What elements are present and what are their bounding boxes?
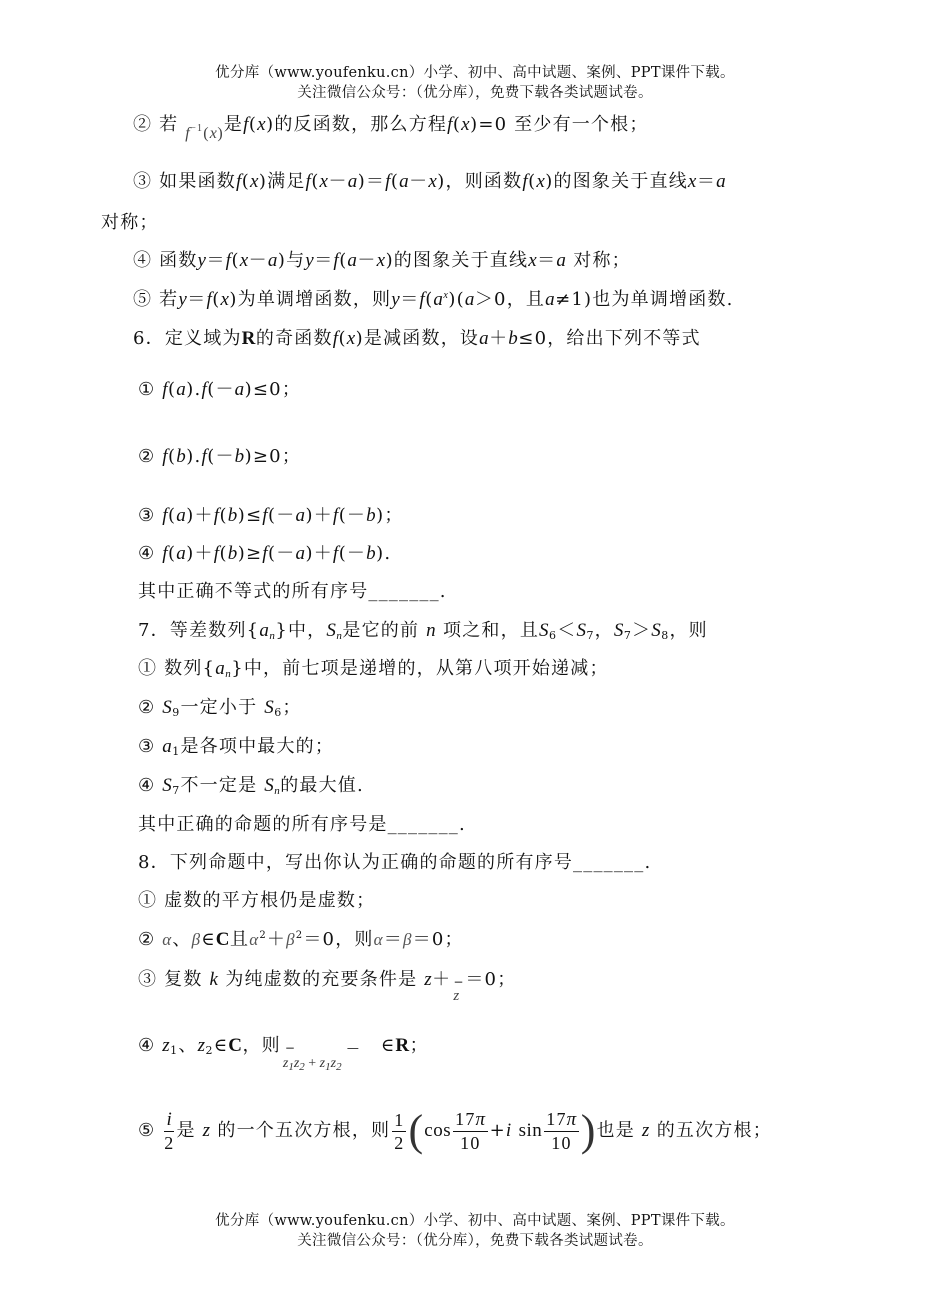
header-line-2: 关注微信公众号：（优分库），免费下载各类试题试卷。 — [297, 85, 653, 101]
q7-ask: 其中正确的命题的所有序号是_______. — [138, 814, 466, 835]
q6-item-4: ④ f(a)＋f(b)≥f(－a)＋f(－b). — [138, 543, 392, 564]
q8-item-2: ② α、β∈C且$\alpha^2+\beta^2=0$，则α＝β＝0； — [138, 929, 464, 950]
q8-item-5: ⑤ $\frac{i}{2}$ 是 z 的一个五次方根，则 $\frac{1}{2}$ (cos $\frac{17\pi}{10}$ +i sin $\frac{17\pi}{10}$ )也是 z 的五次方根； — [138, 1106, 772, 1155]
q8-item-4: ④ $z_1$、$z_2\in C$，则 − — $z_1z_2 + z_1z_2$ ∈R； — [138, 1035, 429, 1073]
footer-line-1: 优分库（www.youfenku.cn）小学、初中、高中试题、案例、PPT课件下载。 — [215, 1213, 735, 1229]
q7-item-3: ③ $a_1$是各项中最大的； — [138, 736, 335, 758]
q7-item-4: ④ $S_7$不一定是 $S_n$的最大值. — [138, 775, 364, 797]
q5-item-5: ⑤ 若y＝f(x)为单调增函数，则$y=f(a^x)(a>0$，且a≠1)也为单调增函数. — [133, 289, 734, 310]
q5-item-2: ② 若 $f^{-1}(x)$是f(x)的反函数，那么方程f(x)=0 至少有一个根； — [133, 114, 649, 142]
q7-stem: 7．等差数列$\{a_n\}$中，$S_n$是它的前 n 项之和，且$S_6<S_7$，$S_7>S_8$，则 — [138, 620, 708, 642]
q7-item-1: ① 数列$\{a_n\}$中，前七项是递增的，从第八项开始递减； — [138, 658, 609, 680]
header-line-1: 优分库（www.youfenku.cn）小学、初中、高中试题、案例、PPT课件下载。 — [215, 65, 735, 81]
q8-stem: 8．下列命题中，写出你认为正确的命题的所有序号_______. — [138, 852, 652, 873]
q6-stem: 6．定义域为R的奇函数f(x)是减函数，设a＋b≤0，给出下列不等式 — [133, 328, 701, 349]
q5-item-4: ④ 函数y＝f(x－a)与y＝f(a－x)的图象关于直线x＝a 对称； — [133, 250, 631, 271]
q6-ask: 其中正确不等式的所有序号_______. — [138, 581, 447, 602]
footer-line-2: 关注微信公众号：（优分库），免费下载各类试题试卷。 — [297, 1233, 653, 1249]
q7-item-2: ② $S_9$一定小于 $S_6$； — [138, 697, 302, 719]
q8-item-1: ① 虚数的平方根仍是虚数； — [138, 890, 376, 911]
q6-item-2: ② f(b).f(－b)≥0； — [138, 446, 302, 467]
q6-item-1: ① f(a).f(－a)≤0； — [138, 379, 302, 400]
q8-item-3: ③ 复数 k 为纯虚数的充要条件是 z＋ − z ＝0； — [138, 969, 517, 1004]
q5-item-3-cont: 对称； — [101, 212, 159, 233]
q6-item-3: ③ f(a)＋f(b)≤f(－a)＋f(－b)； — [138, 505, 404, 526]
q5-item-3: ③ 如果函数f(x)满足f(x－a)＝f(a－x)，则函数f(x)的图象关于直线x＝a — [133, 171, 727, 192]
